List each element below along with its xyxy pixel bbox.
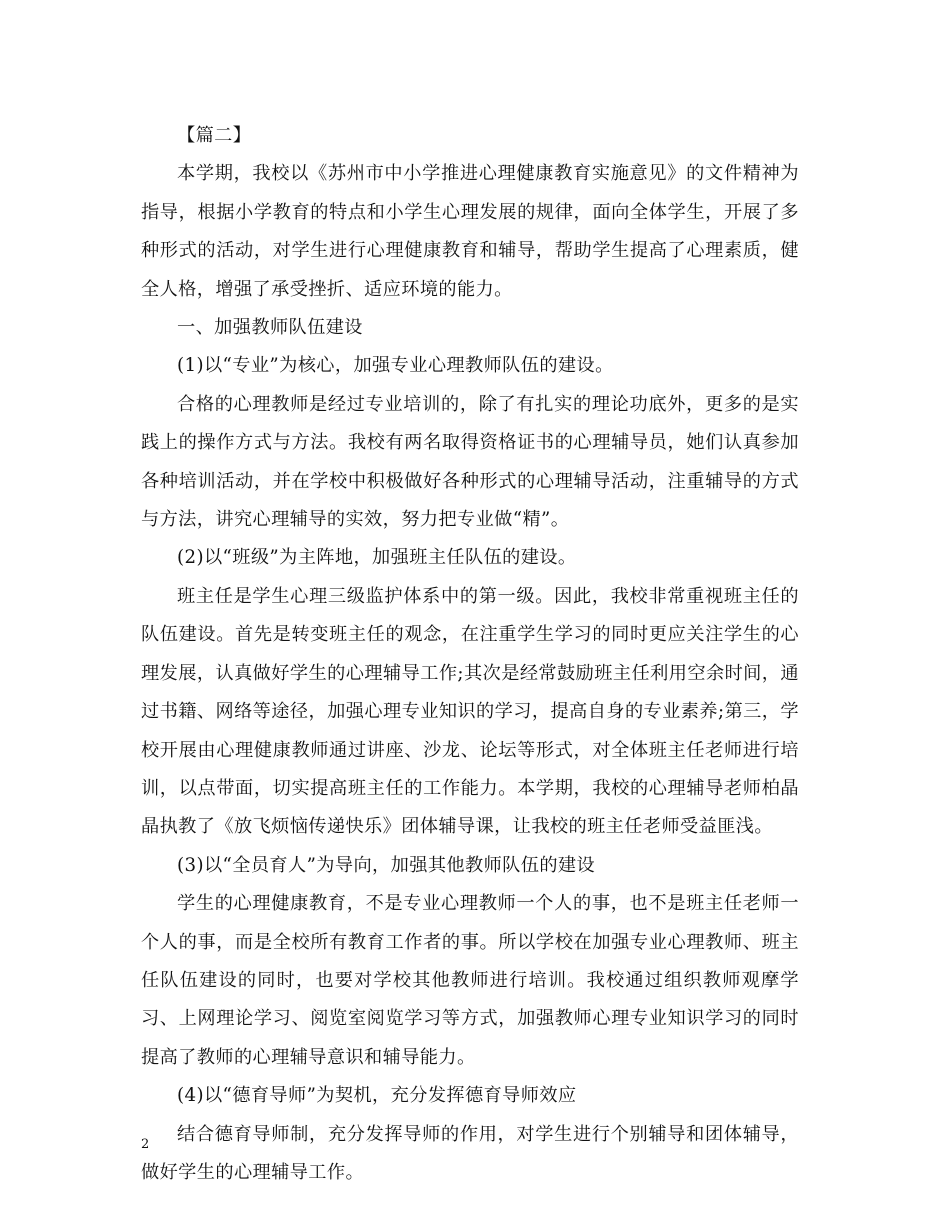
subheading-moral-mentor: (4)以“德育导师”为契机，充分发挥德育导师效应 (177, 1085, 577, 1107)
paragraph-all-staff: 学生的心理健康教育，不是专业心理教师一个人的事，也不是班主任老师一个人的事，而是全校所有教育工作者的事。所以学校在加强专业心理教师、班主任队伍建设的同时，也要对学校其他教师进行培训。我校通过组织教师观摩学习、上网理论学习、阅览室阅览学习等方式，加强教师心理专业知识学习的同时提高了教师的心理辅导意识和辅导能力。 (141, 893, 799, 1068)
subheading-all-staff: (3)以“全员育人”为导向，加强其他教师队伍的建设 (177, 854, 596, 876)
heading-teacher-team: 一、加强教师队伍建设 (177, 317, 363, 339)
subheading-class: (2)以“班级”为主阵地，加强班主任队伍的建设。 (177, 547, 577, 569)
paragraph-intro: 本学期，我校以《苏州市中小学推进心理健康教育实施意见》的文件精神为指导，根据小学教育的特点和小学生心理发展的规律，面向全体学生，开展了多种形式的活动，对学生进行心理健康教育和辅导，帮助学生提高了心理素质，健全人格，增强了承受挫折、适应环境的能力。 (141, 163, 799, 300)
paragraph-professional: 合格的心理教师是经过专业培训的，除了有扎实的理论功底外，更多的是实践上的操作方式与方法。我校有两名取得资格证书的心理辅导员，她们认真参加各种培训活动，并在学校中积极做好各种形式的心理辅导活动，注重辅导的方式与方法，讲究心理辅导的实效，努力把专业做“精”。 (141, 393, 799, 531)
paragraph-class: 班主任是学生心理三级监护体系中的第一级。因此，我校非常重视班主任的队伍建设。首先是转变班主任的观念，在注重学生学习的同时更应关注学生的心理发展，认真做好学生的心理辅导工作;其次是经常鼓励班主任利用空余时间，通过书籍、网络等途径，加强心理专业知识的学习，提高自身的专业素养;第三，学校开展由心理健康教师通过讲座、沙龙、论坛等形式，对全体班主任老师进行培训，以点带面，切实提高班主任的工作能力。本学期，我校的心理辅导老师柏晶晶执教了《放飞烦恼传递快乐》团体辅导课，让我校的班主任老师受益匪浅。 (141, 585, 799, 838)
document-body (141, 117, 799, 1192)
section-heading: 【篇二】 (177, 125, 252, 146)
page-number: 2 (141, 1137, 150, 1152)
paragraph-moral-mentor: 结合德育导师制，充分发挥导师的作用，对学生进行个别辅导和团体辅导，做好学生的心理辅导工作。 (141, 1123, 799, 1183)
subheading-professional: (1)以“专业”为核心，加强专业心理教师队伍的建设。 (177, 355, 614, 377)
